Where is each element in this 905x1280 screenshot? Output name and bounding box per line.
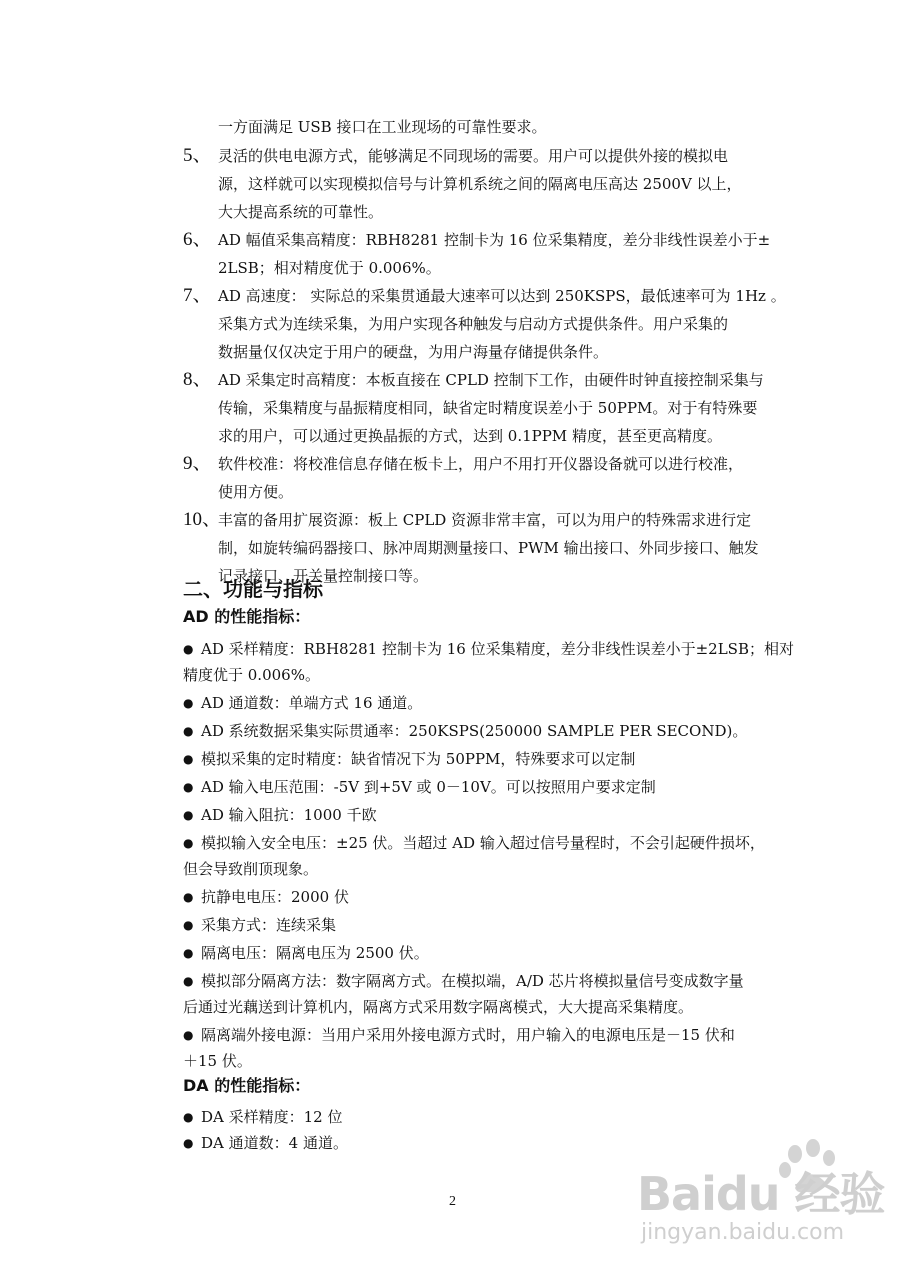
item-line: 丰富的备用扩展资源：板上 CPLD 资源非常丰富，可以为用户的特殊需求进行定 (218, 511, 752, 529)
item-line: 记录接口、开关量控制接口等。 (218, 567, 429, 585)
ad-bullet-line: 隔离端外接电源：当用户采用外接电源方式时，用户输入的电源电压是－15 伏和 (201, 1026, 735, 1044)
ad-bullet-line: 模拟采集的定时精度：缺省情况下为 50PPM，特殊要求可以定制 (201, 750, 636, 768)
watermark-brand: Baidu 经验 (637, 1167, 885, 1221)
section-title: 二、功能与指标 (183, 577, 323, 601)
item-line: 使用方便。 (218, 483, 294, 501)
item-line: 传输，采集精度与晶振精度相同，缺省定时精度误差小于 50PPM。对于有特殊要 (218, 399, 758, 417)
bullet-icon: ● (183, 724, 194, 738)
item-line: 求的用户，可以通过更换晶振的方式，达到 0.1PPM 精度，甚至更高精度。 (218, 427, 722, 445)
ad-bullet-line: 采集方式：连续采集 (201, 916, 337, 934)
item-line: AD 高速度： 实际总的采集贯通最大速率可以达到 250KSPS，最低速率可为 1Hz 。 (218, 287, 786, 305)
item-number: 6、 (183, 229, 212, 250)
ad-bullet-line: 精度优于 0.006%。 (183, 666, 320, 684)
item-line: 采集方式为连续采集，为用户实现各种触发与启动方式提供条件。用户采集的 (218, 315, 729, 333)
ad-bullet-line: AD 采样精度：RBH8281 控制卡为 16 位采集精度，差分非线性误差小于±2LSB；相对 (201, 640, 794, 658)
bullet-icon: ● (183, 642, 194, 656)
ad-bullet-line: 模拟部分隔离方法：数字隔离方式。在模拟端，A/D 芯片将模拟量信号变成数字量 (201, 972, 744, 990)
item-line: 一方面满足 USB 接口在工业现场的可靠性要求。 (218, 118, 547, 136)
ad-bullet-line: 但会导致削顶现象。 (183, 860, 319, 878)
item-line: AD 幅值采集高精度：RBH8281 控制卡为 16 位采集精度，差分非线性误差小于± (218, 231, 771, 249)
ad-bullet-line: 隔离电压：隔离电压为 2500 伏。 (201, 944, 429, 962)
ad-bullet-line: 模拟输入安全电压：±25 伏。当超过 AD 输入超过信号量程时，不会引起硬件损坏， (201, 834, 765, 852)
item-line: 源，这样就可以实现模拟信号与计算机系统之间的隔离电压高达 2500V 以上， (218, 175, 742, 193)
item-line: 大大提高系统的可靠性。 (218, 203, 384, 221)
ad-bullet-line: AD 通道数：单端方式 16 通道。 (201, 694, 423, 712)
bullet-icon: ● (183, 974, 194, 988)
item-number: 9、 (183, 453, 212, 474)
da-bullet-line: DA 采样精度：12 位 (201, 1108, 343, 1126)
item-number: 5、 (183, 145, 212, 166)
bullet-icon: ● (183, 890, 194, 904)
watermark-url: jingyan.baidu.com (641, 1220, 845, 1245)
bullet-icon: ● (183, 1136, 194, 1150)
bullet-icon: ● (183, 946, 194, 960)
bullet-icon: ● (183, 696, 194, 710)
ad-bullet-line: 后通过光藕送到计算机内，隔离方式采用数字隔离模式，大大提高采集精度。 (183, 998, 694, 1016)
bullet-icon: ● (183, 780, 194, 794)
ad-bullet-line: AD 输入电压范围：-5V 到+5V 或 0－10V。可以按照用户要求定制 (201, 778, 656, 796)
item-line: 灵活的供电电源方式，能够满足不同现场的需要。用户可以提供外接的模拟电 (218, 147, 729, 165)
ad-bullet-line: 抗静电电压：2000 伏 (201, 888, 349, 906)
ad-bullet-line: AD 输入阻抗：1000 千欧 (201, 806, 377, 824)
baidu-watermark (637, 1140, 887, 1260)
item-line: 制，如旋转编码器接口、脉冲周期测量接口、PWM 输出接口、外同步接口、触发 (218, 539, 759, 557)
ad-heading: AD 的性能指标： (183, 607, 311, 626)
item-line: 数据量仅仅决定于用户的硬盘，为用户海量存储提供条件。 (218, 343, 609, 361)
item-line: AD 采集定时高精度：本板直接在 CPLD 控制下工作，由硬件时钟直接控制采集与 (218, 371, 764, 389)
da-bullet-line: DA 通道数：4 通道。 (201, 1134, 348, 1152)
bullet-icon: ● (183, 918, 194, 932)
item-number: 8、 (183, 369, 212, 390)
item-number: 7、 (183, 285, 212, 306)
bullet-icon: ● (183, 1028, 194, 1042)
item-line: 2LSB；相对精度优于 0.006%。 (218, 259, 441, 277)
bullet-icon: ● (183, 1110, 194, 1124)
ad-bullet-line: ＋15 伏。 (183, 1052, 252, 1070)
da-heading: DA 的性能指标： (183, 1076, 311, 1095)
ad-bullet-line: AD 系统数据采集实际贯通率：250KSPS(250000 SAMPLE PER SECOND)。 (201, 722, 748, 740)
item-number: 10、 (183, 509, 222, 530)
bullet-icon: ● (183, 752, 194, 766)
bullet-icon: ● (183, 808, 194, 822)
page-number: 2 (449, 1194, 456, 1209)
item-line: 软件校准：将校准信息存储在板卡上，用户不用打开仪器设备就可以进行校准， (218, 455, 744, 473)
bullet-icon: ● (183, 836, 194, 850)
